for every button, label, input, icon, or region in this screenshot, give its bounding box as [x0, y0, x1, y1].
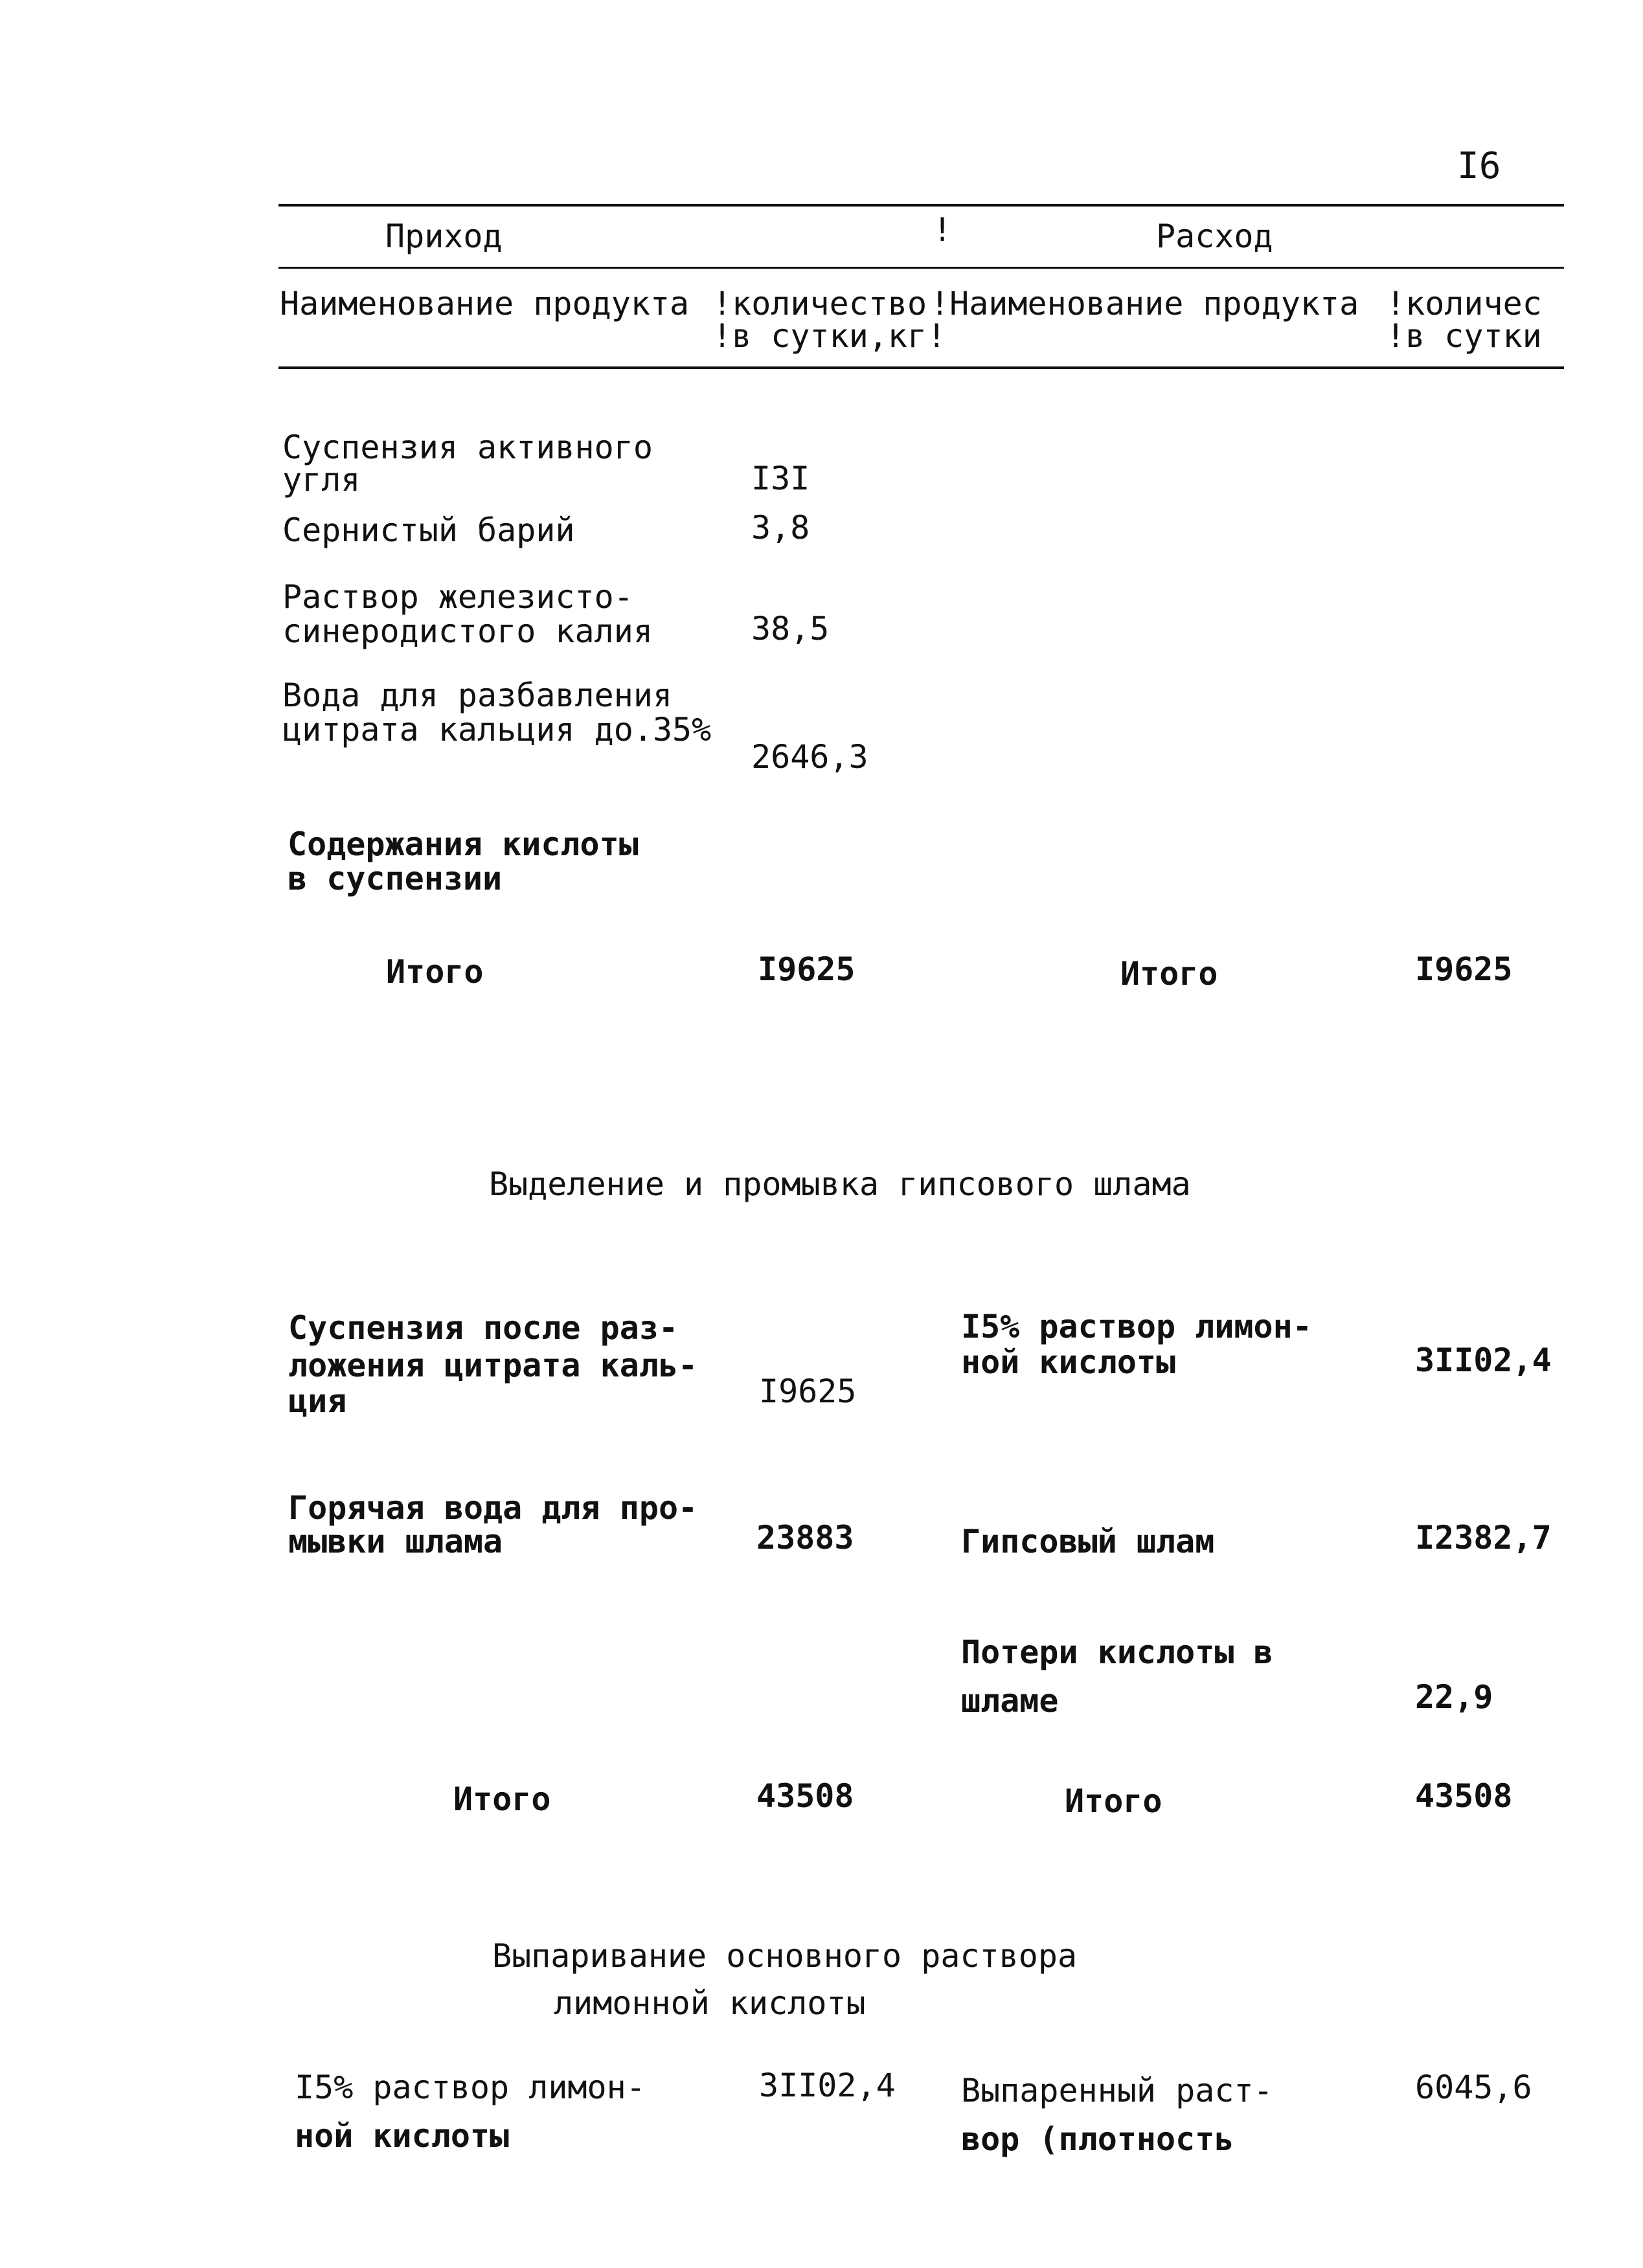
s2-title: Выделение и промывка гипсового шлама	[489, 1165, 1191, 1203]
s3-out-l2: вор (плотность	[961, 2120, 1234, 2158]
s1-row4-qty: 2646,3	[751, 738, 868, 776]
s3-in-l1: I5% раствор лимон-	[295, 2069, 646, 2106]
s2-in1-l3: ция	[288, 1382, 347, 1420]
s1-row3-name-l1: Раствор железисто-	[282, 578, 633, 616]
s1-row1-name-l1: Суспензия активного	[282, 429, 653, 466]
s2-out2-l1: Гипсовый шлам	[961, 1523, 1215, 1560]
col-header-qty-in-2: !в сутки,кг!	[712, 317, 947, 355]
col-header-qty-in-1: !количество	[712, 285, 927, 322]
s3-out-l1: Выпаренный раст-	[961, 2072, 1273, 2109]
s2-total-label-out: Итого	[1065, 1782, 1162, 1820]
col-header-qty-out-2: !в сутки	[1386, 317, 1542, 355]
col-header-product-out: !Наименование продукта	[930, 285, 1359, 322]
top-rule	[278, 204, 1564, 207]
s2-in2-l1: Горячая вода для про-	[288, 1489, 698, 1527]
s3-in-l2: ной кислоты	[295, 2117, 510, 2155]
s1-row4-name-l1: Вода для разбавления	[282, 677, 673, 714]
s2-in2-l2: мывки шлама	[288, 1523, 503, 1560]
header-bottom-rule	[278, 366, 1564, 369]
s1-row2-qty: 3,8	[751, 509, 810, 546]
s2-total-out: 43508	[1415, 1777, 1513, 1815]
page-number: I6	[1457, 145, 1501, 187]
s2-out3-l2: шламе	[961, 1682, 1059, 1720]
header-separator: !	[933, 211, 953, 249]
s1-row4-name-l2: цитрата кальция до.35%	[282, 711, 712, 748]
s1-row1-qty: I3I	[751, 460, 810, 497]
s1-row2-name: Сернистый барий	[282, 511, 575, 549]
s3-in-qty: 3II02,4	[759, 2067, 896, 2104]
s1-row3-qty: 38,5	[751, 610, 830, 647]
header-income: Приход	[385, 218, 503, 255]
s2-out3-l1: Потери кислоты в	[961, 1634, 1273, 1671]
s2-total-in: 43508	[756, 1777, 854, 1815]
s2-total-label-in: Итого	[453, 1780, 551, 1818]
s1-row5-name-l1: Содержания кислоты	[288, 825, 639, 863]
s1-row5-name-l2: в суспензии	[288, 860, 503, 897]
s2-in2-qty: 23883	[756, 1519, 854, 1556]
s2-in1-l2: ложения цитрата каль-	[288, 1347, 698, 1384]
s3-title-l2: лимонной кислоты	[554, 1984, 866, 2022]
s2-out1-qty: 3II02,4	[1415, 1342, 1552, 1379]
s3-title-l1: Выпаривание основного раствора	[492, 1937, 1078, 1975]
s2-out1-l1: I5% раствор лимон-	[961, 1308, 1312, 1345]
s2-in1-l1: Суспензия после раз-	[288, 1309, 679, 1347]
s1-row1-name-l2: угля	[282, 461, 361, 499]
s1-row3-name-l2: синеродистого калия	[282, 612, 653, 650]
header-expense: Расход	[1156, 218, 1273, 255]
col-header-qty-out-1: !количес	[1386, 285, 1542, 322]
s1-total-label-out: Итого	[1120, 955, 1218, 993]
s1-total-label-in: Итого	[386, 953, 484, 991]
s2-in1-qty: I9625	[759, 1373, 857, 1410]
s1-total-in: I9625	[758, 950, 855, 988]
s2-out3-qty: 22,9	[1415, 1678, 1493, 1716]
mid-rule	[278, 267, 1564, 269]
col-header-product-in: Наименование продукта	[280, 285, 690, 322]
s1-total-out: I9625	[1415, 950, 1513, 988]
s2-out2-qty: I2382,7	[1415, 1519, 1552, 1556]
s2-out1-l2: ной кислоты	[961, 1343, 1176, 1381]
s3-out-qty: 6045,6	[1415, 2069, 1532, 2106]
